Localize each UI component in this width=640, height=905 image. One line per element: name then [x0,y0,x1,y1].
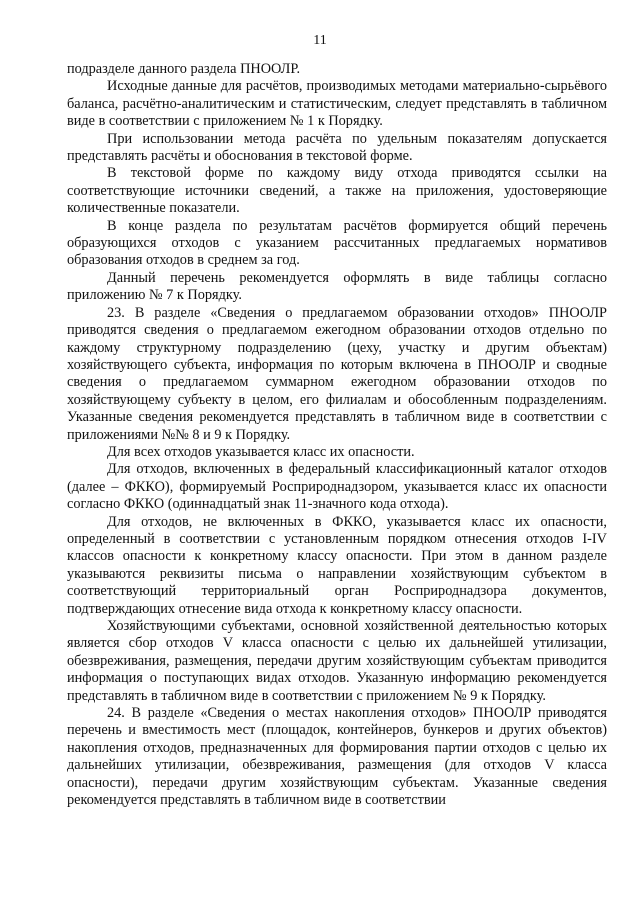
paragraph: Для отходов, включенных в федеральный классификационный каталог отходов (далее – ФККО), формируемый Росприроднадзором, указывается класс их опасности согласно ФККО (одиннадцатый знак 11-значного кода отхода). [67,461,607,513]
paragraph: Исходные данные для расчётов, производимых методами материально-сырьёвого баланса, расчётно-аналитическим и статистическим, следует представлять в табличном виде в соответствии с приложением № 1 к Порядку. [67,78,607,130]
page-number: 11 [313,33,327,48]
paragraph-section-24: 24. В разделе «Сведения о местах накопления отходов» ПНООЛР приводятся перечень и вместимость мест (площадок, контейнеров, бункеров и других объектов) накопления отходов, предназначенных для формирования партии отходов с целью их дальнейших утилизации, обезвреживания, размещения (для отходов V класса опасности), передачи другим хозяйствующим субъектам. Указанные сведения рекомендуется представлять в табличном виде в соответствии [67,705,607,809]
paragraph-continuation: подразделе данного раздела ПНООЛР. [67,61,301,77]
document-body [67,61,607,809]
paragraph: Для всех отходов указывается класс их опасности. [107,443,415,460]
paragraph: При использовании метода расчёта по удельным показателям допускается представлять расчёты и обоснования в текстовой форме. [67,130,607,165]
paragraph: В конце раздела по результатам расчётов формируется общий перечень образующихся отходов с указанием рассчитанных предлагаемых нормативов образования отходов в среднем за год. [67,217,607,269]
paragraph-section-23: 23. В разделе «Сведения о предлагаемом образовании отходов» ПНООЛР приводятся сведения о предлагаемом ежегодном образовании отходов отдельно по каждому структурному подразделению (цеху, участку и другим объектам) хозяйствующего субъекта, информация по которым включена в ПНООЛР и сводные сведения о предлагаемом суммарном ежегодном образовании отходов по хозяйствующему субъекту в целом, его филиалам и обособленным подразделениям. Указанные сведения рекомендуется представлять в табличном виде в соответствии с приложениями №№ 8 и 9 к Порядку. [67,304,607,443]
paragraph: Хозяйствующими субъектами, основной хозяйственной деятельностью которых является сбор отходов V класса опасности с целью их дальнейшей утилизации, обезвреживания, размещения, передачи другим хозяйствующим субъектам приводится информация о поступающих видах отходов. Указанную информацию рекомендуется представлять в табличном виде в соответствии с приложением № 9 к Порядку. [67,618,607,704]
paragraph: В текстовой форме по каждому виду отхода приводятся ссылки на соответствующие источники сведений, а также на приложения, удостоверяющие количественные показатели. [67,165,607,217]
paragraph: Данный перечень рекомендуется оформлять в виде таблицы согласно приложению № 7 к Порядку. [67,269,607,304]
paragraph: Для отходов, не включенных в ФККО, указывается класс их опасности, определенный в соответствии с установленным порядком отнесения отходов I-IV классов опасности к конкретному классу опасности. При этом в данном разделе указываются реквизиты письма о направлении хозяйствующим субъектом в соответствующий территориальный орган Росприроднадзора документов, подтверждающих отнесение вида отхода к конкретному классу опасности. [67,513,607,617]
